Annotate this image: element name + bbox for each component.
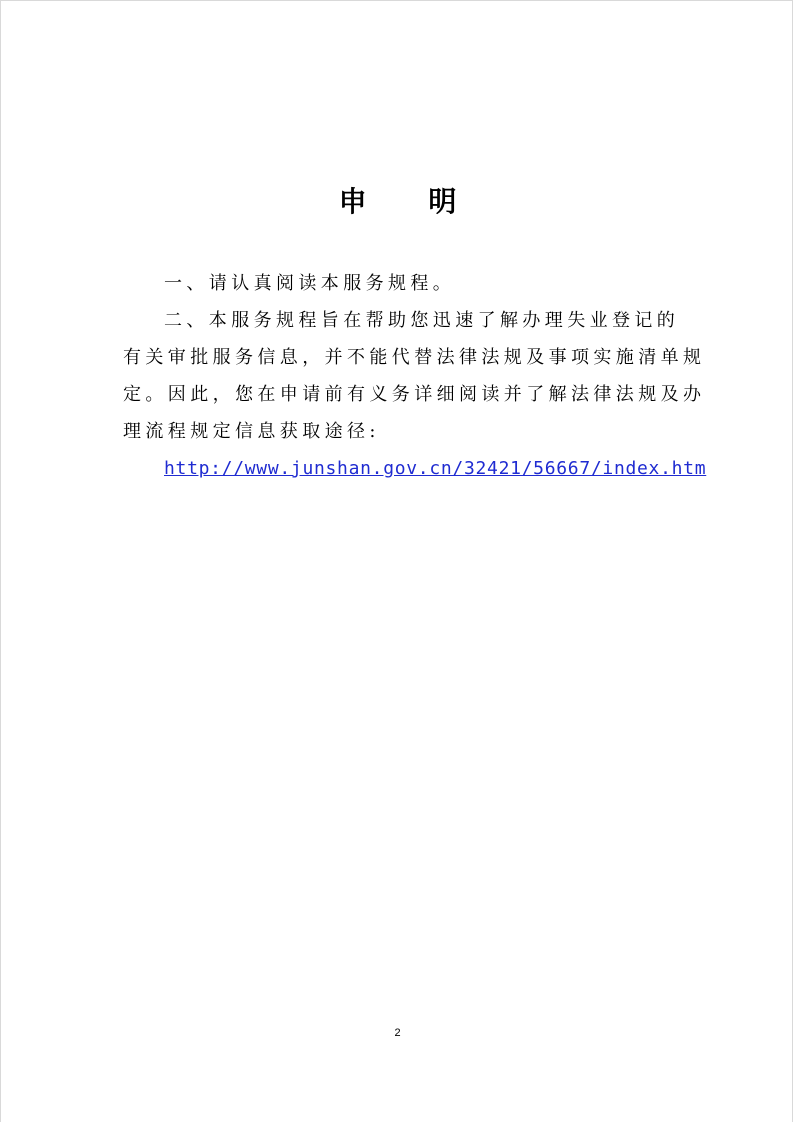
paragraph-2-line-3: 定。因此，您在申请前有义务详细阅读并了解法律法规及办	[123, 384, 706, 405]
paragraph-1: 一、请认真阅读本服务规程。	[164, 273, 456, 294]
paragraph-2-line-1: 二、本服务规程旨在帮助您迅速了解办理失业登记的	[164, 310, 680, 331]
paragraph-2-line-4: 理流程规定信息获取途径:	[123, 421, 380, 442]
document-body	[123, 265, 707, 487]
paragraph-2-line-2: 有关审批服务信息，并不能代替法律法规及事项实施清单规	[123, 347, 706, 368]
info-url-link[interactable]: http://www.junshan.gov.cn/32421/56667/index.htm	[164, 458, 707, 479]
page-number: 2	[394, 1027, 401, 1039]
page-title: 申 明	[338, 185, 483, 218]
link-line	[123, 450, 707, 487]
